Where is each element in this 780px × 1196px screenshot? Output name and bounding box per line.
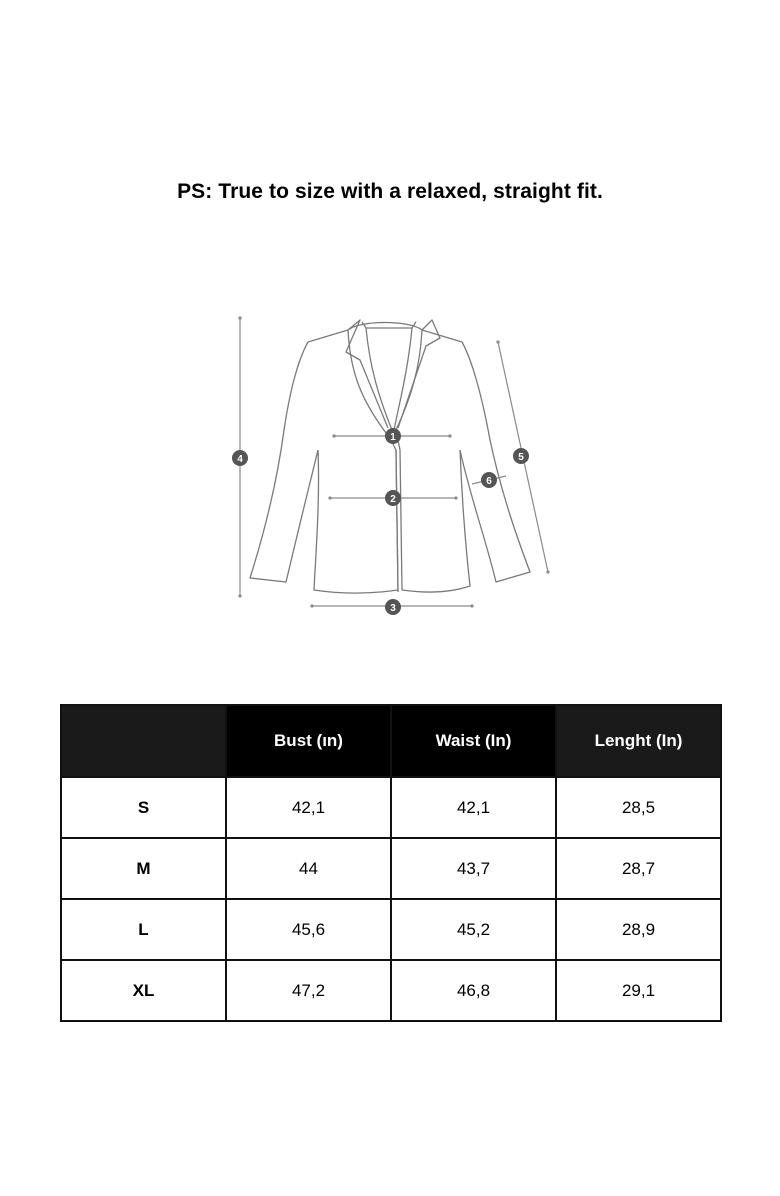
marker-6 (481, 472, 497, 488)
jacket-measurement-diagram (200, 300, 580, 630)
size-cell: S (61, 777, 226, 838)
marker-4 (232, 450, 248, 466)
table-row (61, 777, 721, 838)
marker-2 (385, 490, 401, 506)
size-cell: M (61, 838, 226, 899)
bust-cell: 42,1 (226, 777, 391, 838)
length-cell: 29,1 (556, 960, 721, 1021)
marker-1 (385, 428, 401, 444)
table-row (61, 960, 721, 1021)
table-header-row (61, 705, 721, 777)
svg-text:4: 4 (237, 454, 243, 465)
bust-cell: 47,2 (226, 960, 391, 1021)
svg-text:3: 3 (390, 603, 396, 614)
header-waist: Waist (In) (391, 705, 556, 777)
waist-cell: 46,8 (391, 960, 556, 1021)
svg-text:1: 1 (390, 432, 396, 443)
length-cell: 28,5 (556, 777, 721, 838)
table-row (61, 899, 721, 960)
waist-cell: 43,7 (391, 838, 556, 899)
size-cell: L (61, 899, 226, 960)
marker-3 (385, 599, 401, 615)
svg-text:5: 5 (518, 452, 524, 463)
bust-cell: 45,6 (226, 899, 391, 960)
header-length: Lenght (In) (556, 705, 721, 777)
svg-text:2: 2 (390, 494, 396, 505)
size-cell: XL (61, 960, 226, 1021)
header-size (61, 705, 226, 777)
size-chart-table (60, 704, 722, 1022)
bust-cell: 44 (226, 838, 391, 899)
waist-cell: 42,1 (391, 777, 556, 838)
marker-5 (513, 448, 529, 464)
svg-text:6: 6 (486, 476, 492, 487)
jacket-illustration (200, 300, 580, 630)
header-bust: Bust (ın) (226, 705, 391, 777)
table-row (61, 838, 721, 899)
waist-cell: 45,2 (391, 899, 556, 960)
fit-note: PS: True to size with a relaxed, straight fit. (177, 180, 603, 203)
length-cell: 28,9 (556, 899, 721, 960)
length-cell: 28,7 (556, 838, 721, 899)
